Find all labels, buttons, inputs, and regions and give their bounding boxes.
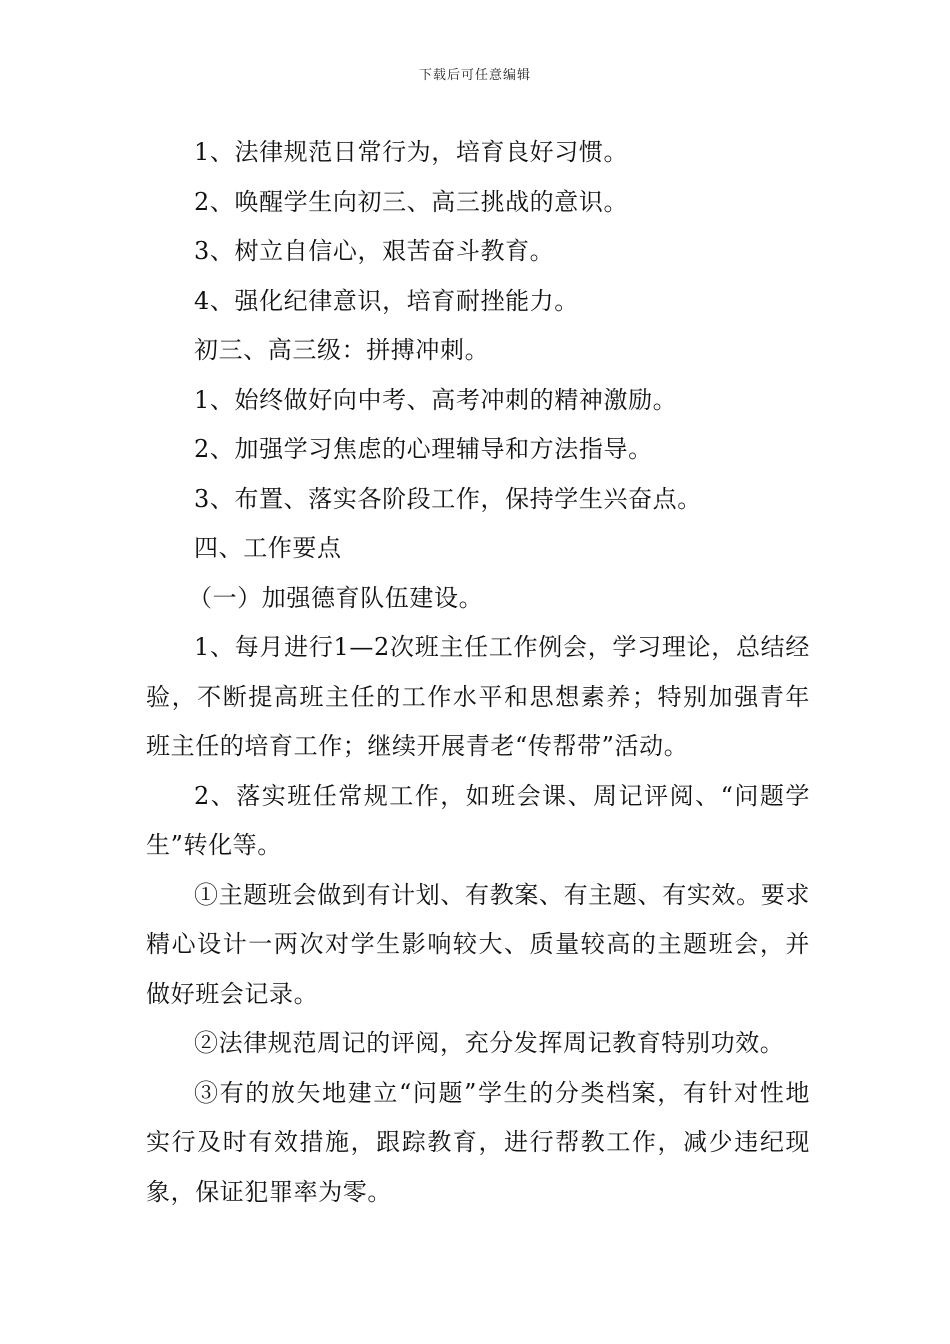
paragraph-11: 1、每月进行1—2次班主任工作例会，学习理论，总结经验，不断提高班主任的工作水平和思想素养；特别加强青年班主任的培育工作；继续开展青老“传帮带”活动。: [146, 633, 810, 760]
section-heading: 四、工作要点: [194, 534, 342, 562]
subsection-heading: （一）加强德育队伍建设。: [188, 583, 484, 612]
paragraph-3: 3、树立自信心，艰苦奋斗教育。: [194, 237, 555, 265]
paragraph-8: 3、布置、落实各阶段工作，保持学生兴奋点。: [194, 484, 702, 513]
paragraph-15: ③有的放矢地建立“问题”学生的分类档案，有针对性地实行及时有效措施，跟踪教育，进行帮教工作，减少违纪现象，保证犯罪率为零。: [146, 1078, 810, 1206]
grade-heading: 初三、高三级：拼搏冲刺。: [194, 336, 490, 364]
document-body: [146, 128, 810, 1217]
paragraph-12: 2、落实班任常规工作，如班会课、周记评阅、“问题学生”转化等。: [146, 781, 810, 859]
paragraph-4: 4、强化纪律意识，培育耐挫能力。: [194, 286, 579, 315]
paragraph-6: 1、始终做好向中考、高考冲刺的精神激励。: [194, 385, 678, 414]
paragraph-14: ②法律规范周记的评阅，充分发挥周记教育特别功效。: [194, 1029, 785, 1057]
paragraph-13: ①主题班会做到有计划、有教案、有主题、有实效。要求精心设计一两次对学生影响较大、质量较高的主题班会，并做好班会记录。: [146, 880, 810, 1008]
page-header: 下载后可任意编辑: [418, 68, 531, 83]
paragraph-7: 2、加强学习焦虑的心理辅导和方法指导。: [194, 435, 653, 463]
paragraph-2: 2、唤醒学生向初三、高三挑战的意识。: [194, 187, 629, 216]
paragraph-1: 1、法律规范日常行为，培育良好习惯。: [194, 138, 629, 166]
